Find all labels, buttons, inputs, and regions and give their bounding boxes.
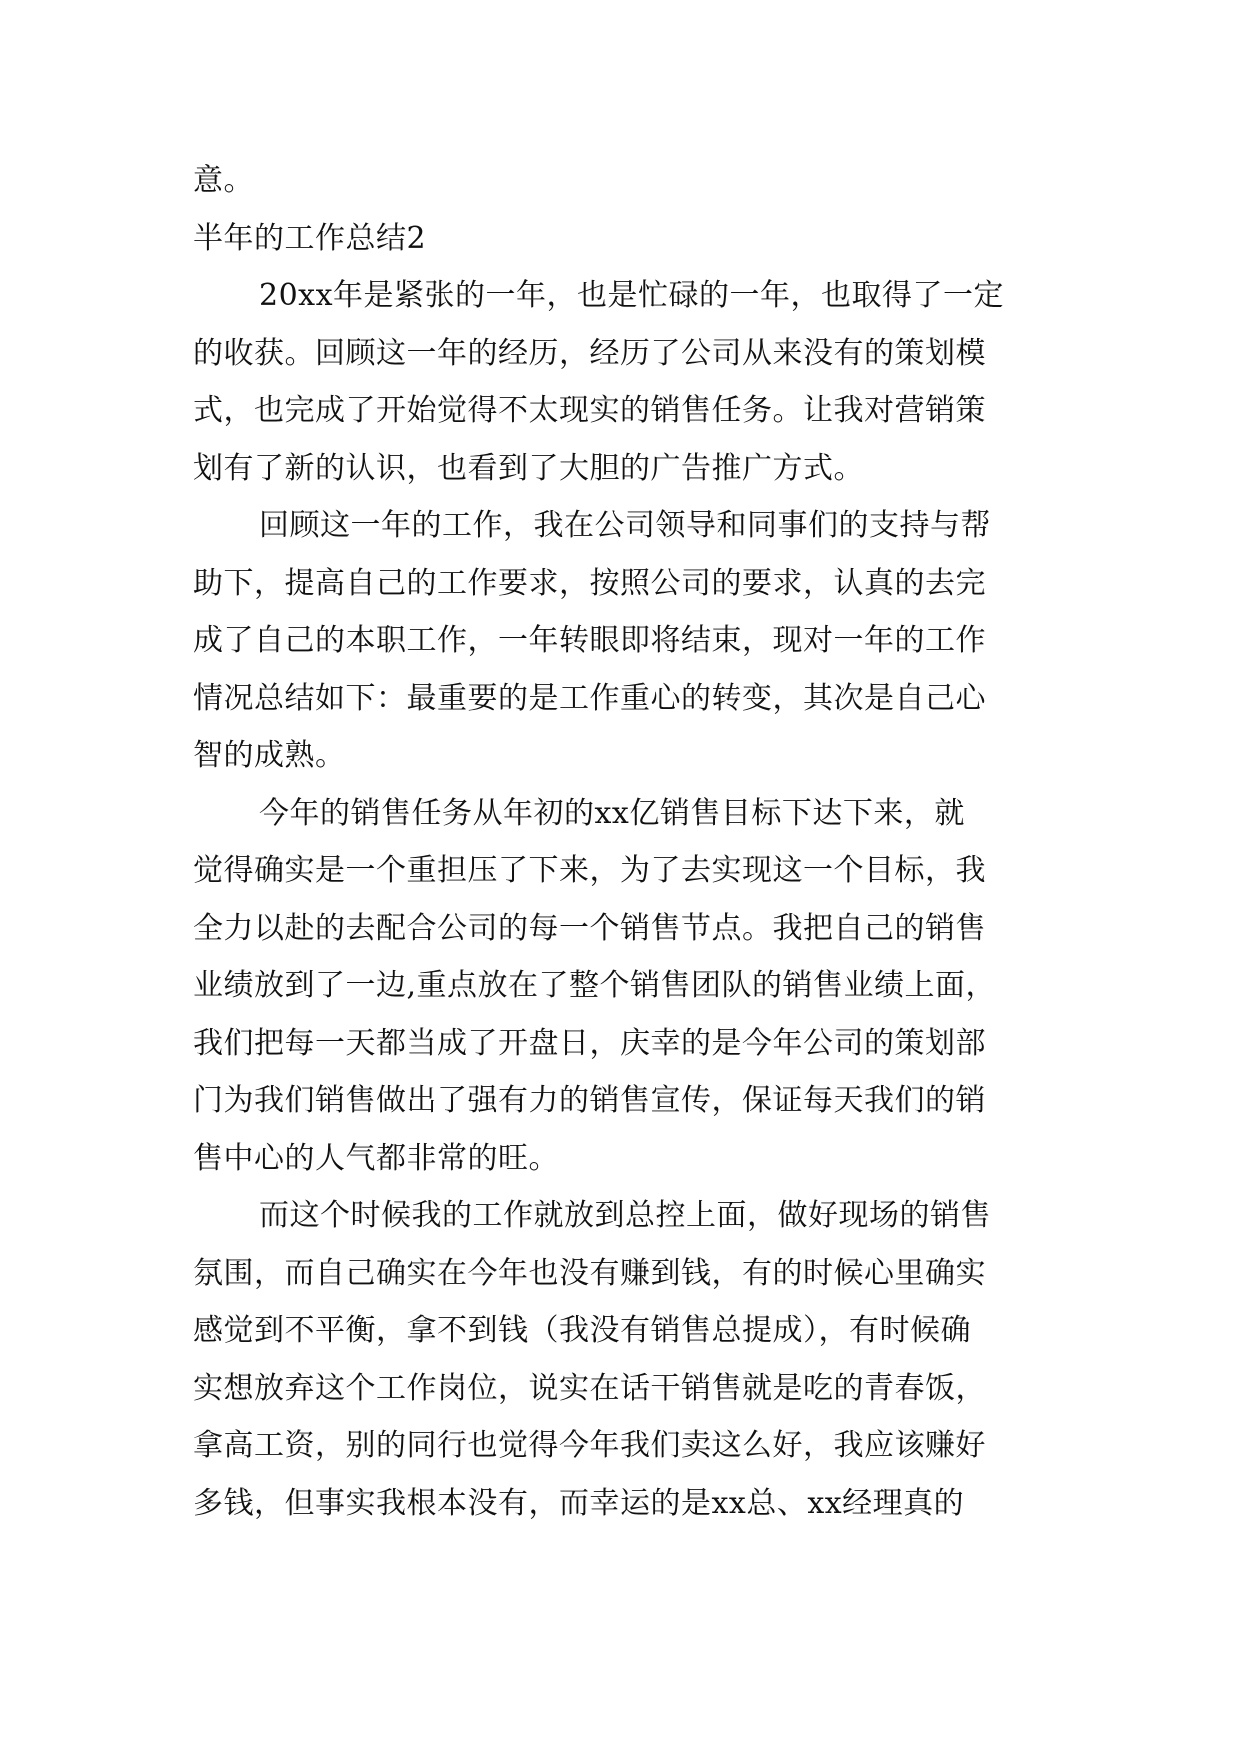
document-body (193, 152, 1055, 1532)
paragraph-line: 觉得确实是一个重担压了下来，为了去实现这一个目标，我 (193, 853, 986, 888)
paragraph-line: 多钱，但事实我根本没有，而幸运的是xx总、xx经理真的 (193, 1485, 965, 1521)
paragraph-line: 氛围，而自己确实在今年也没有赚到钱，有的时候心里确实 (193, 1255, 986, 1291)
section-heading: 半年的工作总结2 (193, 220, 427, 256)
carryover-text: 意。 (193, 163, 254, 198)
paragraph-line: 助下，提高自己的工作要求，按照公司的要求，认真的去完 (193, 565, 986, 601)
paragraph-line: 全力以赴的去配合公司的每一个销售节点。我把自己的销售 (193, 910, 986, 946)
paragraph-line: 智的成熟。 (193, 738, 346, 773)
paragraph-line: 今年的销售任务从年初的xx亿销售目标下达下来，就 (259, 795, 965, 831)
paragraph-line: 门为我们销售做出了强有力的销售宣传，保证每天我们的销 (193, 1083, 986, 1118)
paragraph-1 (193, 267, 1055, 497)
paragraph-line: 式，也完成了开始觉得不太现实的销售任务。让我对营销策 (193, 393, 986, 428)
paragraph-2 (193, 497, 1055, 785)
paragraph-3 (193, 785, 1055, 1188)
paragraph-line: 业绩放到了一边,重点放在了整个销售团队的销售业绩上面， (193, 968, 997, 1003)
paragraph-line: 的收获。回顾这一年的经历，经历了公司从来没有的策划模 (193, 335, 986, 371)
paragraph-4 (193, 1187, 1055, 1532)
paragraph-line: 我们把每一天都当成了开盘日，庆幸的是今年公司的策划部 (193, 1025, 986, 1061)
paragraph-line: 情况总结如下：最重要的是工作重心的转变，其次是自己心 (193, 680, 986, 716)
paragraph-line: 而这个时候我的工作就放到总控上面，做好现场的销售 (259, 1198, 991, 1233)
paragraph-line: 售中心的人气都非常的旺。 (193, 1140, 559, 1176)
paragraph-line: 感觉到不平衡，拿不到钱（我没有销售总提成），有时候确 (193, 1313, 971, 1348)
paragraph-line: 实想放弃这个工作岗位，说实在话干销售就是吃的青春饭， (193, 1370, 986, 1406)
paragraph-line: 划有了新的认识，也看到了大胆的广告推广方式。 (193, 450, 864, 486)
paragraph-line: 成了自己的本职工作，一年转眼即将结束，现对一年的工作 (193, 623, 986, 658)
paragraph-line: 20xx年是紧张的一年，也是忙碌的一年，也取得了一定 (259, 278, 1005, 313)
paragraph-line: 拿高工资，别的同行也觉得今年我们卖这么好，我应该赚好 (193, 1428, 986, 1463)
paragraph-line: 回顾这一年的工作，我在公司领导和同事们的支持与帮 (259, 508, 991, 543)
